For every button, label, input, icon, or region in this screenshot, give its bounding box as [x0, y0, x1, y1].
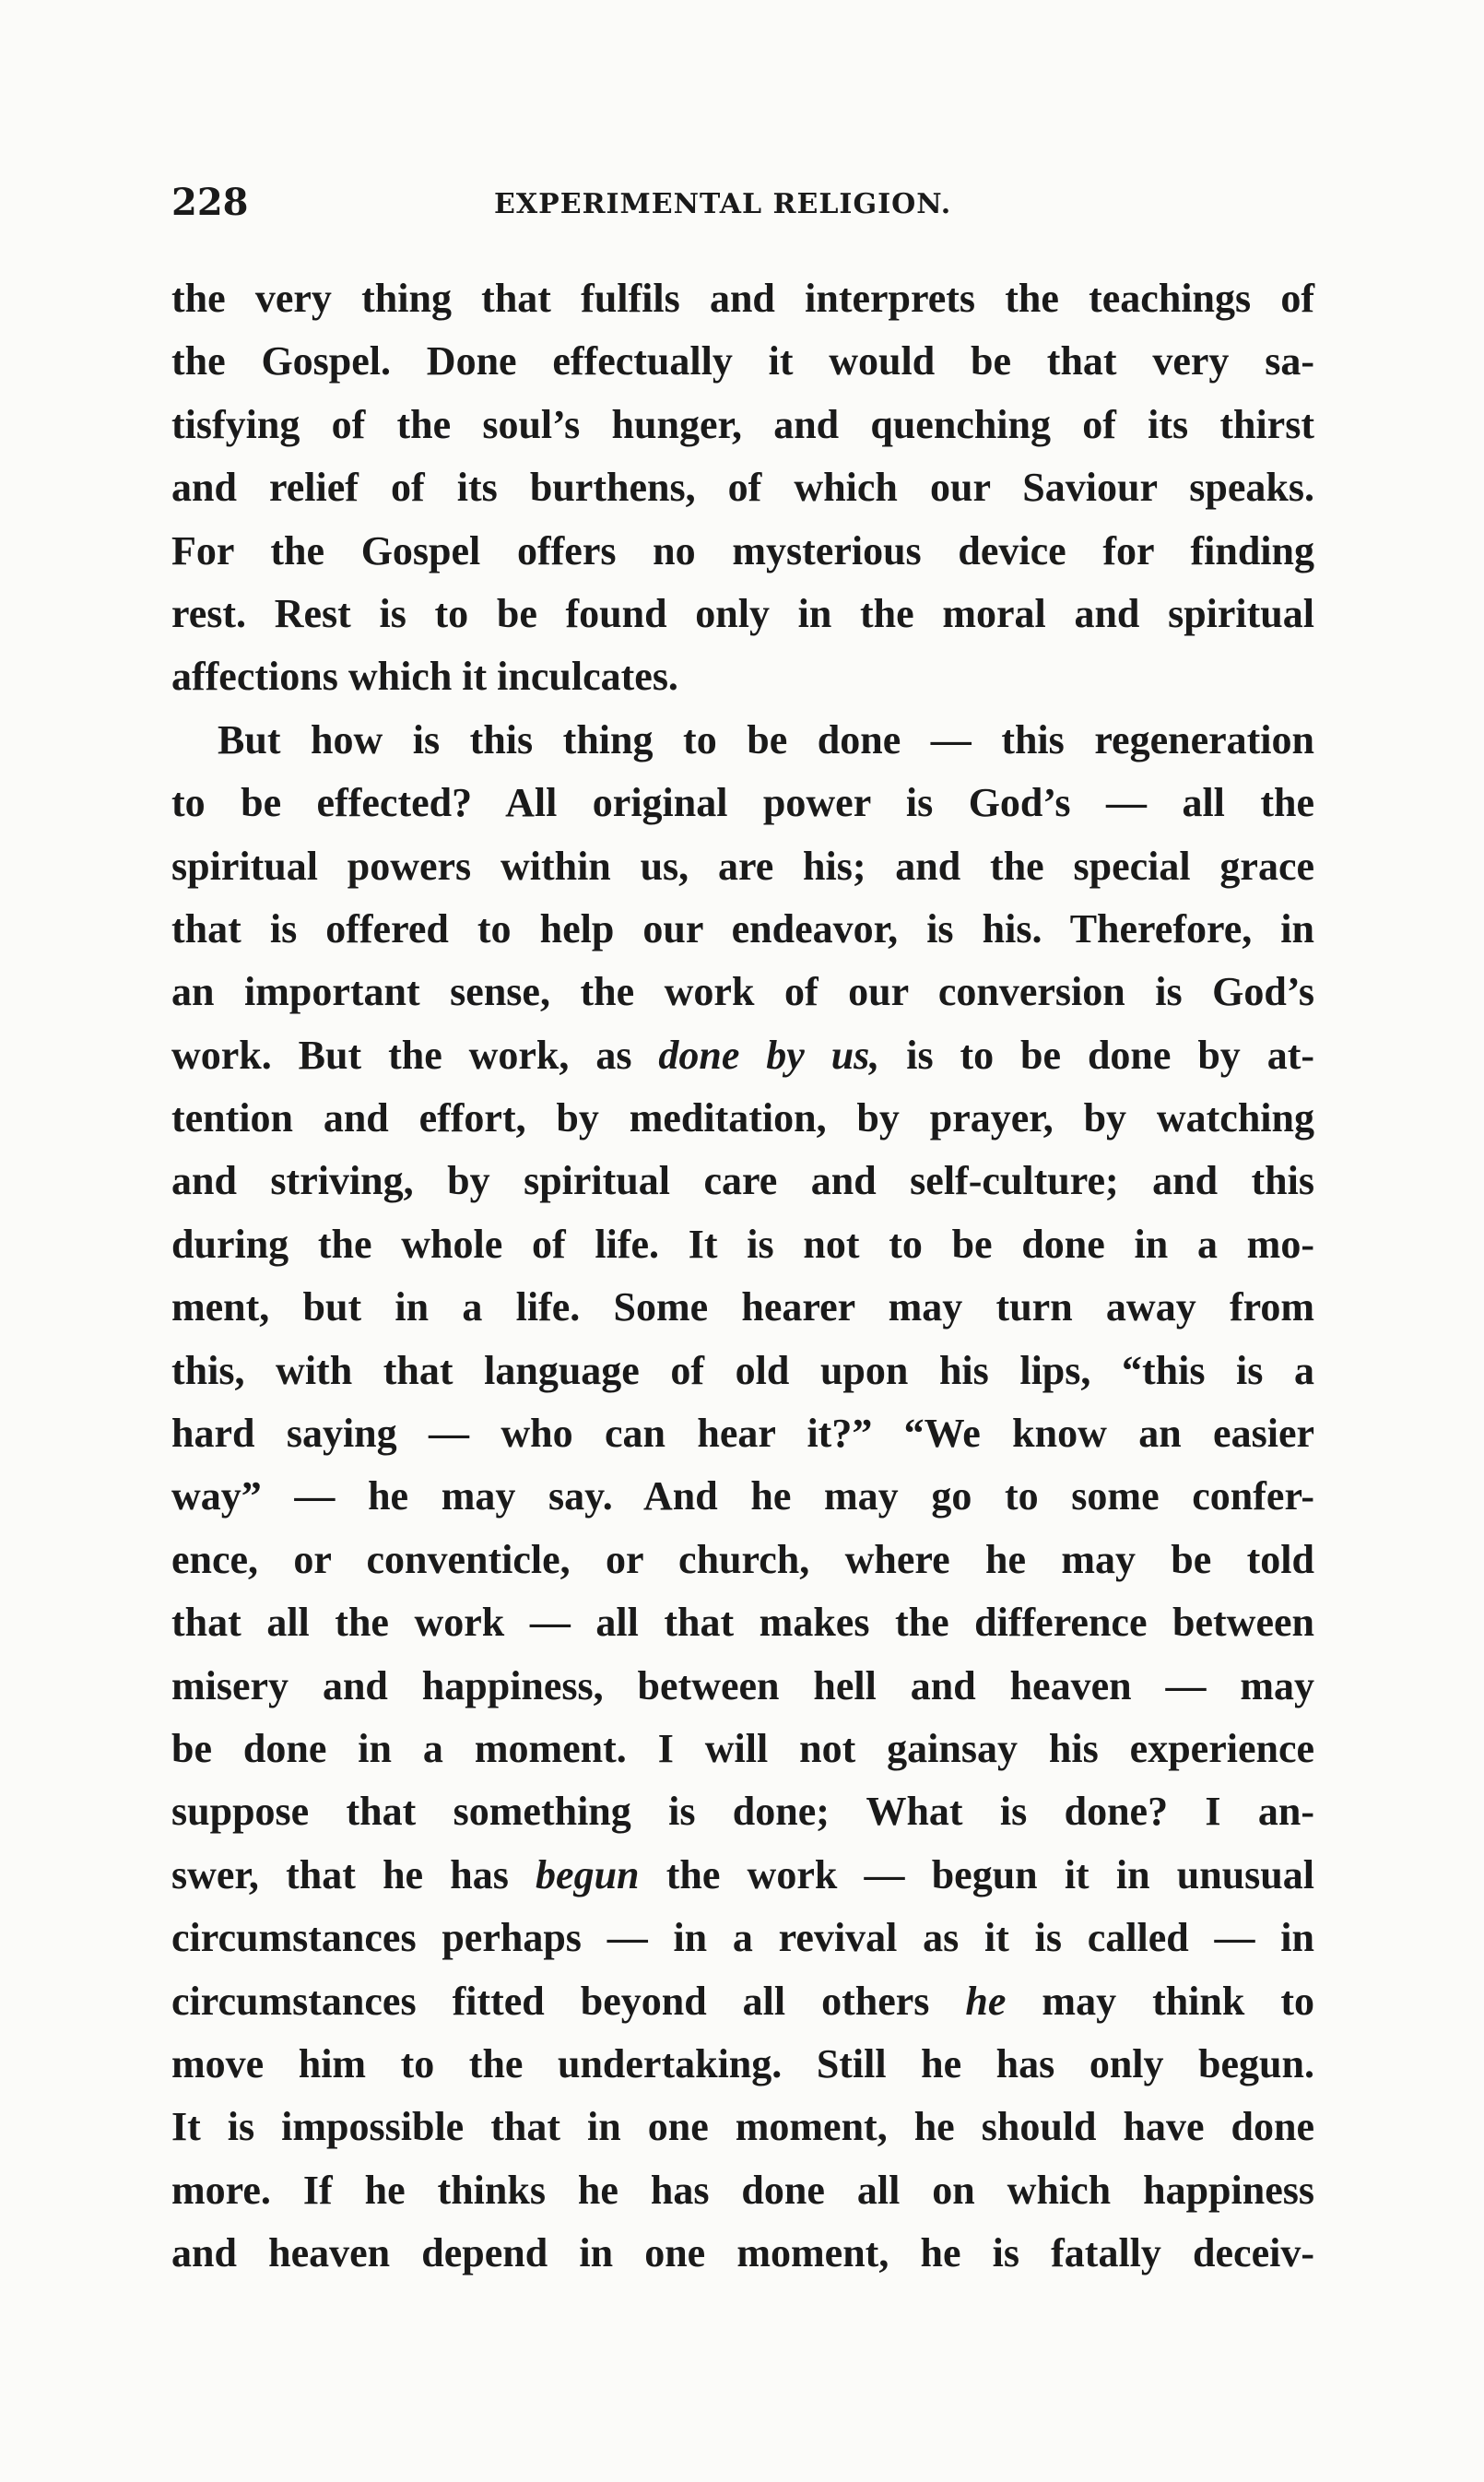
text-line: swer, that he has begun the work — begun it in unusual — [171, 1851, 1315, 1897]
body-text — [171, 267, 1314, 2286]
text-line: and relief of its burthens, of which our Saviour speaks. — [171, 465, 1314, 511]
text-line: that is offered to help our endeavor, is his. Therefore, in — [171, 905, 1314, 951]
text-line: be done in a moment. I will not gainsay his experience — [171, 1725, 1314, 1771]
text-line: tisfying of the soul’s hunger, and quenching of its thirst — [171, 401, 1314, 447]
text-line: circumstances fitted beyond all others he may think to — [171, 1978, 1314, 2024]
text-line: ment, but in a life. Some hearer may turn away from — [171, 1284, 1314, 1330]
text-line: suppose that something is done; What is done? I an- — [171, 1789, 1314, 1835]
text-line: during the whole of life. It is not to be done in a mo- — [171, 1221, 1314, 1267]
italic-emphasis: begun — [536, 1851, 640, 1897]
paragraph — [171, 267, 1314, 709]
text-line: work. But the work, as done by us, is to be done by at- — [171, 1032, 1315, 1078]
text-line: this, with that language of old upon his lips, “this is a — [171, 1347, 1314, 1393]
text-line: tention and effort, by meditation, by prayer, by watching — [171, 1095, 1314, 1141]
paragraph — [171, 709, 1314, 2286]
text-line: an important sense, the work of our conversion is God’s — [171, 969, 1314, 1015]
text-line: It is impossible that in one moment, he should have done — [171, 2104, 1314, 2150]
text-line: misery and happiness, between hell and heaven — may — [171, 1662, 1314, 1708]
text-line: For the Gospel offers no mysterious device for finding — [171, 527, 1314, 573]
text-line: spiritual powers within us, are his; and the special grace — [171, 843, 1314, 889]
text-line: rest. Rest is to be found only in the moral and spiritual — [171, 590, 1314, 636]
text-line: that all the work — all that makes the difference between — [171, 1600, 1314, 1646]
text-line: more. If he thinks he has done all on which happiness — [171, 2167, 1314, 2213]
page-number: 228 — [171, 181, 249, 224]
running-head: EXPERIMENTAL RELIGION. — [494, 188, 952, 220]
text-line: But how is this thing to be done — this regeneration — [218, 716, 1314, 762]
text-line: the very thing that fulfils and interprets the teachings of — [171, 276, 1314, 321]
text-line: to be effected? All original power is God’s — all the — [171, 780, 1314, 826]
italic-emphasis: done by us, — [658, 1032, 880, 1078]
text-line: the Gospel. Done effectually it would be that very sa- — [171, 338, 1314, 384]
text-line: affections which it inculcates. — [171, 654, 678, 700]
page-header — [171, 175, 1314, 230]
text-line: way” — he may say. And he may go to some confer- — [171, 1473, 1314, 1519]
text-line: and striving, by spiritual care and self-culture; and this — [171, 1158, 1314, 1204]
text-line: and heaven depend in one moment, he is fatally deceiv- — [171, 2230, 1314, 2276]
text-line: hard saying — who can hear it?” “We know an easier — [171, 1411, 1314, 1457]
text-line: move him to the undertaking. Still he has only begun. — [171, 2040, 1314, 2086]
italic-emphasis: he — [965, 1978, 1007, 2024]
text-line: ence, or conventicle, or church, where he may be told — [171, 1536, 1314, 1582]
text-line: circumstances perhaps — in a revival as it is called — in — [171, 1915, 1314, 1961]
